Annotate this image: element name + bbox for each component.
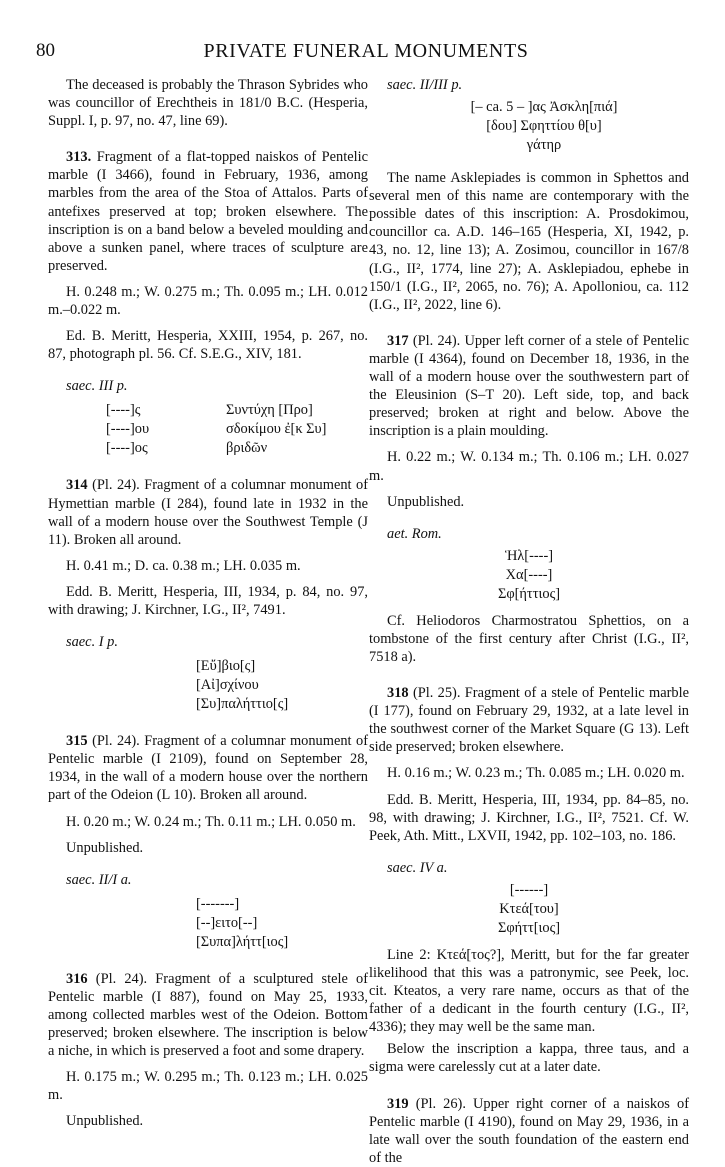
left-column [48, 76, 368, 1131]
inscription-right: Συντύχη [Προ] [226, 402, 313, 419]
entry-description: (Pl. 24). Upper left corner of a stele of Pentelic marble (I 4364), found on December 18, 1936, in the wall of a modern house over the southwestern part of the Eleusinion (S–T 20). Left side, top, and back preserved; broken at right and below. Above the inscription is a plain moulding. [369, 332, 689, 440]
inscription-line: [--]ειτο[--] [196, 914, 258, 931]
inscription [369, 98, 689, 155]
inscription-line: Σφήττ[ιος] [497, 919, 561, 936]
entry-number: 313. [66, 149, 92, 166]
unpublished-note: Unpublished. [387, 493, 465, 510]
inscription-line: [Συ]παλήττιο[ς] [196, 696, 289, 713]
inscription-line: Σφ[ήττιος] [497, 585, 561, 602]
inscription-line: [Αἰ]σχίνου [196, 677, 259, 694]
inscription-line: [Συπα]λήττ[ιος] [196, 933, 289, 950]
intro-paragraph: The deceased is probably the Thrason Sybrides who was councillor of Erechtheis in 181/0 B.C. (Hesperia, Suppl. I, p. 97, no. 47, line 69). [48, 77, 368, 130]
entry-313 [48, 148, 368, 458]
entry-number: 319 [387, 1095, 409, 1112]
commentary: Cf. Heliodoros Charmostratou Sphettios, on a tombstone of the first century after Christ (I.G., II², 7518 a). [369, 612, 689, 665]
unpublished-note: Unpublished. [66, 1113, 144, 1130]
commentary: Below the inscription a kappa, three taus, and a sigma were carelessly cut at a later date. [369, 1041, 689, 1076]
dimensions: H. 0.22 m.; W. 0.134 m.; Th. 0.106 m.; LH. 0.027 m. [369, 449, 689, 484]
entry-316 [48, 970, 368, 1131]
inscription [48, 895, 368, 952]
inscription-line: [-------] [196, 895, 240, 912]
right-column [369, 76, 689, 1167]
inscription-line: [– ca. 5 – ]ας Ἀσκλη[πιά] [470, 99, 618, 116]
entry-description: Fragment of a flat-topped naiskos of Pentelic marble (I 3466), found in February, 1936, among marbles from the area of the Stoa of Attalos. Parts of antefixes preserved at top; broken elsewhere. The inscription is on a band below a beveled moulding and above a sunken panel, where traces of sculpture are preserved. [48, 149, 368, 274]
date-label: saec. III p. [66, 378, 128, 395]
entry-318 [369, 684, 689, 1077]
inscription-line: Κτεά[του] [499, 900, 559, 917]
dimensions: H. 0.41 m.; D. ca. 0.38 m.; LH. 0.035 m. [66, 557, 301, 574]
entry-317 [369, 332, 689, 666]
entry-319 [369, 1095, 689, 1167]
entry-description: (Pl. 25). Fragment of a stele of Pentelic marble (I 177), found on February 29, 1932, at a late level in the southwest corner of the Market Square (G 13). Left side preserved; broken elsewhere. [369, 685, 689, 756]
entry-315 [48, 732, 368, 952]
page-header [36, 40, 696, 64]
page-number: 80 [36, 40, 55, 61]
inscription-right: σδοκίμου ἐ[κ Συ] [226, 421, 327, 438]
running-title: PRIVATE FUNERAL MONUMENTS [203, 40, 529, 62]
inscription-line [48, 420, 368, 439]
entry-description: (Pl. 24). Fragment of a columnar monument of Pentelic marble (I 2109), found on September 28, 1934, in the wall of a modern house over the northern part of the Odeion (L 10). Broken all around. [48, 733, 368, 804]
bibliography: Ed. B. Meritt, Hesperia, XXIII, 1954, p. 267, no. 87, photograph pl. 56. Cf. S.E.G., XIV, 181. [48, 328, 368, 363]
inscription-right: βριδῶν [226, 440, 268, 457]
inscription-left: [----]ος [106, 440, 148, 457]
dimensions: H. 0.16 m.; W. 0.23 m.; Th. 0.085 m.; LH. 0.020 m. [387, 765, 685, 782]
dimensions: H. 0.175 m.; W. 0.295 m.; Th. 0.123 m.; LH. 0.025 m. [48, 1069, 368, 1104]
inscription-line: γάτηρ [526, 137, 562, 154]
inscription-line [48, 401, 368, 420]
dimensions: H. 0.248 m.; W. 0.275 m.; Th. 0.095 m.; LH. 0.012 m.–0.022 m. [48, 283, 368, 319]
bibliography: Edd. B. Meritt, Hesperia, III, 1934, pp. 84–85, no. 98, with drawing; J. Kirchner, I.G., II², 7521. Cf. W. Peek, Ath. Mitt., LXVII, 1942, pp. 102–103, no. 186. [369, 791, 689, 844]
entry-number: 315 [66, 733, 88, 750]
inscription-line: Ἡλ[----] [504, 547, 554, 564]
inscription-line: [δου] Σφηττίου θ[υ] [486, 118, 602, 135]
commentary: Line 2: Κτεά[τος?], Meritt, but for the far greater likelihood that this was a patronymic, see Peek, loc. cit. Kteatos, a very rare name, occurs as that of the father of a dedicant in the fourth century (I.G., II², 4336); they may well be the same man. [369, 946, 689, 1036]
inscription [369, 547, 689, 604]
inscription-line: [Εὔ]βιο[ς] [196, 658, 256, 675]
date-label: saec. II/I a. [66, 871, 132, 888]
inscription-line: Χα[----] [505, 566, 553, 583]
bibliography: Edd. B. Meritt, Hesperia, III, 1934, p. 84, no. 97, with drawing; J. Kirchner, I.G., II², 7491. [48, 583, 368, 618]
inscription-left: [----]ου [106, 421, 150, 438]
entry-description: (Pl. 26). Upper right corner of a naiskos of Pentelic marble (I 4190), found on May 29, 1936, in a late wall over the south foundation of the eastern end of the [369, 1095, 689, 1166]
inscription-left: [----]ς [106, 402, 141, 419]
date-label: aet. Rom. [387, 525, 442, 542]
inscription-line: [------] [509, 881, 549, 898]
date-label: saec. IV a. [387, 859, 448, 876]
inscription-line [48, 439, 368, 458]
inscription [48, 657, 368, 714]
entry-314 [48, 476, 368, 714]
entry-number: 317 [387, 332, 409, 349]
entry-number: 318 [387, 685, 409, 702]
entry-number: 316 [66, 970, 88, 987]
date-label: saec. I p. [66, 634, 118, 651]
inscription [369, 881, 689, 938]
dimensions: H. 0.20 m.; W. 0.24 m.; Th. 0.11 m.; LH. 0.050 m. [66, 813, 356, 830]
entry-description: (Pl. 24). Fragment of a columnar monument of Hymettian marble (I 284), found late in 1932 in the wall of a modern house over the Southwest Temple (J 11). Broken all around. [48, 477, 368, 548]
date-label: saec. II/III p. [387, 77, 463, 93]
entry-description: (Pl. 24). Fragment of a sculptured stele of Pentelic marble (I 887), found on May 25, 1933, among collected marbles west of the Odeion. Bottom preserved; broken elsewhere. The inscription is below a niche, in which is preserved a foot and some drapery. [48, 970, 369, 1060]
entry-number: 314 [66, 477, 88, 494]
unpublished-note: Unpublished. [66, 839, 144, 856]
commentary: The name Asklepiades is common in Sphettos and several men of this name are contemporary with the possible dates of this inscription: A. Prosdokimou, councillor ca. A.D. 146–165 (Hesperia, XI, 1942, p. 43, no. 12, line 13); A. Zosimou, councillor in 167/8 (I.G., II², 1774, line 27); A. Asklepiadou, ephebe in 150/1 (I.G., II², 2065, no. 76); A. Apolloniou, ca. 112 (I.G., II², 2022, line 6). [369, 170, 689, 313]
